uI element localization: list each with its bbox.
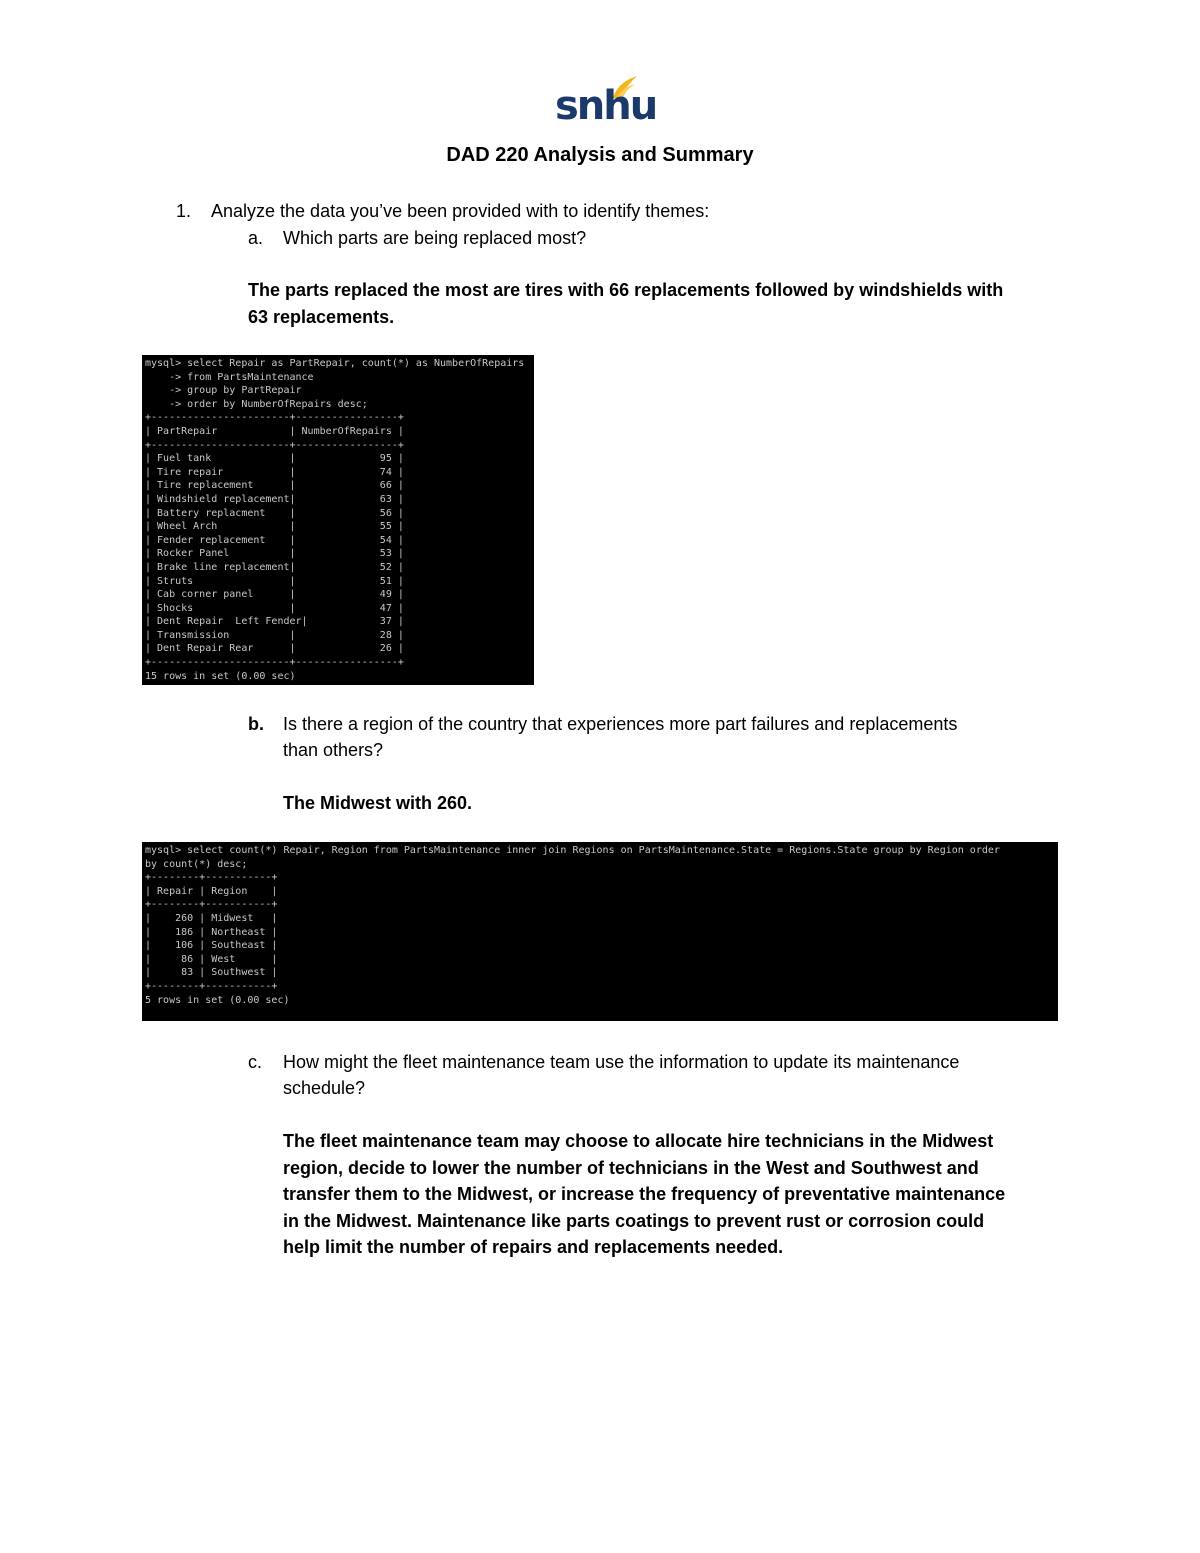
answer-a [248,277,1003,330]
answer-c-line: help limit the number of repairs and replacements needed. [283,1237,784,1257]
logo-wordmark: snhu [555,83,657,129]
answer-a-line: The parts replaced the most are tires with 66 replacements followed by windshields with [248,280,1004,300]
terminal-line: | 106 | Southeast | [145,940,278,952]
answer-c-line: The fleet maintenance team may choose to allocate hire technicians in the Midwest [283,1131,994,1151]
terminal-line: | Fender replacement | 54 | [145,534,404,546]
terminal-line: mysql> select count(*) Repair, Region from PartsMaintenance inner join Regions on PartsMaintenance.State = Regions.State group by Region order [145,845,1000,856]
terminal-line: | Transmission | 28 | [145,629,404,641]
subquestion-b-line: than others? [283,740,384,760]
subquestion-letter-c: c. [248,1052,263,1072]
terminal-line: | 186 | Northeast | [145,926,278,938]
terminal-line: | PartRepair | NumberOfRepairs | [145,425,404,437]
terminal-line: | Windshield replacement| 63 | [145,493,404,505]
terminal-line: | Tire replacement | 66 | [145,480,404,492]
terminal-line: | Cab corner panel | 49 | [145,589,404,601]
subquestion-a-text: Which parts are being replaced most? [283,228,587,248]
terminal-line: +--------+-----------+ [145,872,278,884]
terminal-line: +-----------------------+-----------------+ [145,439,404,451]
terminal-line: | Dent Repair Rear | 26 | [145,643,404,655]
terminal-line: | Shocks | 47 | [145,602,404,614]
terminal-line: +--------+-----------+ [145,980,278,992]
terminal-line: | 83 | Southwest | [145,967,278,979]
terminal-line: +-----------------------+-----------------+ [145,412,404,424]
terminal-line: | Brake line replacement| 52 | [145,561,404,573]
answer-a-line: 63 replacements. [248,306,395,327]
subquestion-c-line: schedule? [283,1078,366,1098]
terminal-line: | Fuel tank | 95 | [145,453,404,465]
terminal-line: -> order by NumberOfRepairs desc; [145,398,368,410]
terminal-line: mysql> select Repair as PartRepair, count(*) as NumberOfRepairs [145,358,525,369]
terminal-line: | Tire repair | 74 | [145,466,404,478]
terminal-line: -> group by PartRepair [145,385,302,397]
answer-c-line: region, decide to lower the number of technicians in the West and Southwest and [283,1157,979,1178]
terminal-line: | Struts | 51 | [145,575,404,587]
sql-terminal-screenshot-regions [142,842,1058,1021]
terminal-line: | Repair | Region | [145,885,278,897]
terminal-line: | Battery replacment | 56 | [145,507,404,519]
terminal-line: | Dent Repair Left Fender| 37 | [145,616,404,628]
question-text: Analyze the data you’ve been provided with to identify themes: [211,201,710,221]
terminal-line: by count(*) desc; [145,858,248,870]
terminal-line: +--------+-----------+ [145,899,278,911]
terminal-line: +-----------------------+-----------------+ [145,657,404,669]
terminal-line: | Rocker Panel | 53 | [145,548,404,560]
answer-c-line: in the Midwest. Maintenance like parts coatings to prevent rust or corrosion could [283,1210,985,1231]
terminal-line: 15 rows in set (0.00 sec) [145,670,296,682]
answer-c-line: transfer them to the Midwest, or increase the frequency of preventative maintenance [283,1184,1006,1204]
answer-c [283,1128,1005,1261]
snhu-logo [555,74,657,134]
subquestion-b-text [283,711,957,763]
sql-terminal-screenshot-parts [142,355,534,685]
subquestion-c-line: How might the fleet maintenance team use the information to update its maintenance [283,1052,960,1072]
terminal-line: | 86 | West | [145,953,278,965]
terminal-line: | 260 | Midwest | [145,912,278,924]
question-number: 1. [176,201,192,221]
subquestion-letter-a: a. [248,228,264,248]
subquestion-letter-b: b. [248,714,264,734]
page-title: DAD 220 Analysis and Summary [446,144,754,166]
subquestion-c-text [283,1049,959,1101]
subquestion-b-line: Is there a region of the country that experiences more part failures and replacements [283,714,958,734]
terminal-line: -> from PartsMaintenance [145,371,314,383]
answer-b: The Midwest with 260. [283,793,473,813]
terminal-line: 5 rows in set (0.00 sec) [145,994,290,1006]
terminal-line: | Wheel Arch | 55 | [145,521,404,533]
